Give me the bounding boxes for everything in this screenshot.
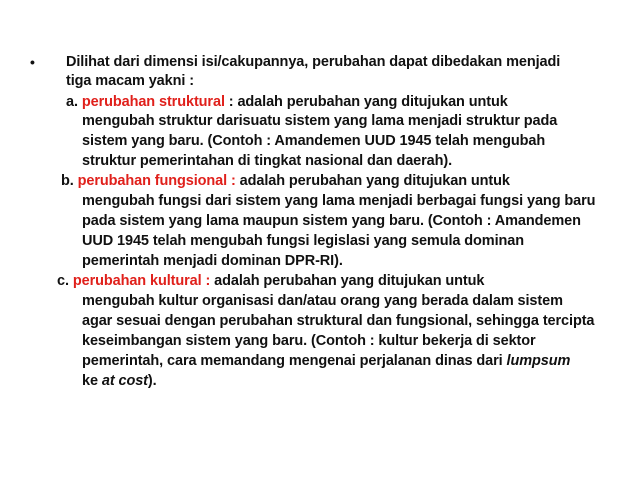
item-c-line-4 bbox=[82, 351, 570, 371]
item-a-term: perubahan struktural bbox=[81, 94, 225, 110]
item-c-line-5 bbox=[82, 371, 157, 391]
item-c-final-post: ). bbox=[147, 373, 157, 389]
item-b-marker: b. bbox=[61, 173, 74, 189]
item-c-definition-lead: adalah perubahan yang ditujukan untuk bbox=[210, 273, 485, 289]
item-b-heading bbox=[61, 171, 510, 191]
item-c-line-3: keseimbangan sistem yang baru. (Contoh : kultur bekerja di sektor bbox=[82, 333, 536, 349]
item-c-marker: c. bbox=[57, 273, 69, 289]
item-a-marker: a. bbox=[66, 94, 78, 110]
item-a-line-1: mengubah struktur darisuatu sistem yang lama menjadi struktur pada bbox=[82, 113, 558, 129]
item-c-italic-lumpsum: lumpsum bbox=[506, 353, 571, 369]
item-c-final-pre: ke bbox=[82, 373, 102, 389]
item-b-line-1: mengubah fungsi dari sistem yang lama menjadi berbagai fungsi yang baru bbox=[82, 193, 596, 209]
item-c-heading bbox=[57, 271, 484, 291]
item-c-italic-at-cost: at cost bbox=[101, 373, 148, 389]
item-a-definition-lead: : adalah perubahan yang ditujukan untuk bbox=[224, 94, 508, 110]
item-c-line-2: agar sesuai dengan perubahan struktural dan fungsional, sehingga tercipta bbox=[82, 313, 595, 329]
item-c-line-4-text: pemerintah, cara memandang mengenai perjalanan dinas dari bbox=[82, 353, 507, 369]
item-a-line-2: sistem yang baru. (Contoh : Amandemen UUD 1945 telah mengubah bbox=[82, 133, 546, 149]
item-c-term: perubahan kultural : bbox=[72, 273, 211, 289]
item-a-heading bbox=[66, 92, 508, 112]
item-b-line-3: UUD 1945 telah mengubah fungsi legislasi yang semula dominan bbox=[82, 233, 524, 249]
item-c-line-1: mengubah kultur organisasi dan/atau orang yang berada dalam sistem bbox=[82, 293, 563, 309]
bullet-marker: • bbox=[30, 54, 35, 70]
item-b-line-2: pada sistem yang lama maupun sistem yang baru. (Contoh : Amandemen bbox=[82, 213, 581, 229]
item-a-line-3: struktur pemerintahan di tingkat nasional dan daerah). bbox=[82, 153, 453, 169]
item-b-definition-lead: adalah perubahan yang ditujukan untuk bbox=[235, 173, 510, 189]
item-b-line-4: pemerintah menjadi dominan DPR-RI). bbox=[82, 253, 343, 269]
intro-line-1: Dilihat dari dimensi isi/cakupannya, perubahan dapat dibedakan menjadi bbox=[66, 54, 561, 70]
item-b-term: perubahan fungsional : bbox=[77, 173, 236, 189]
intro-line-2: tiga macam yakni : bbox=[66, 73, 194, 89]
